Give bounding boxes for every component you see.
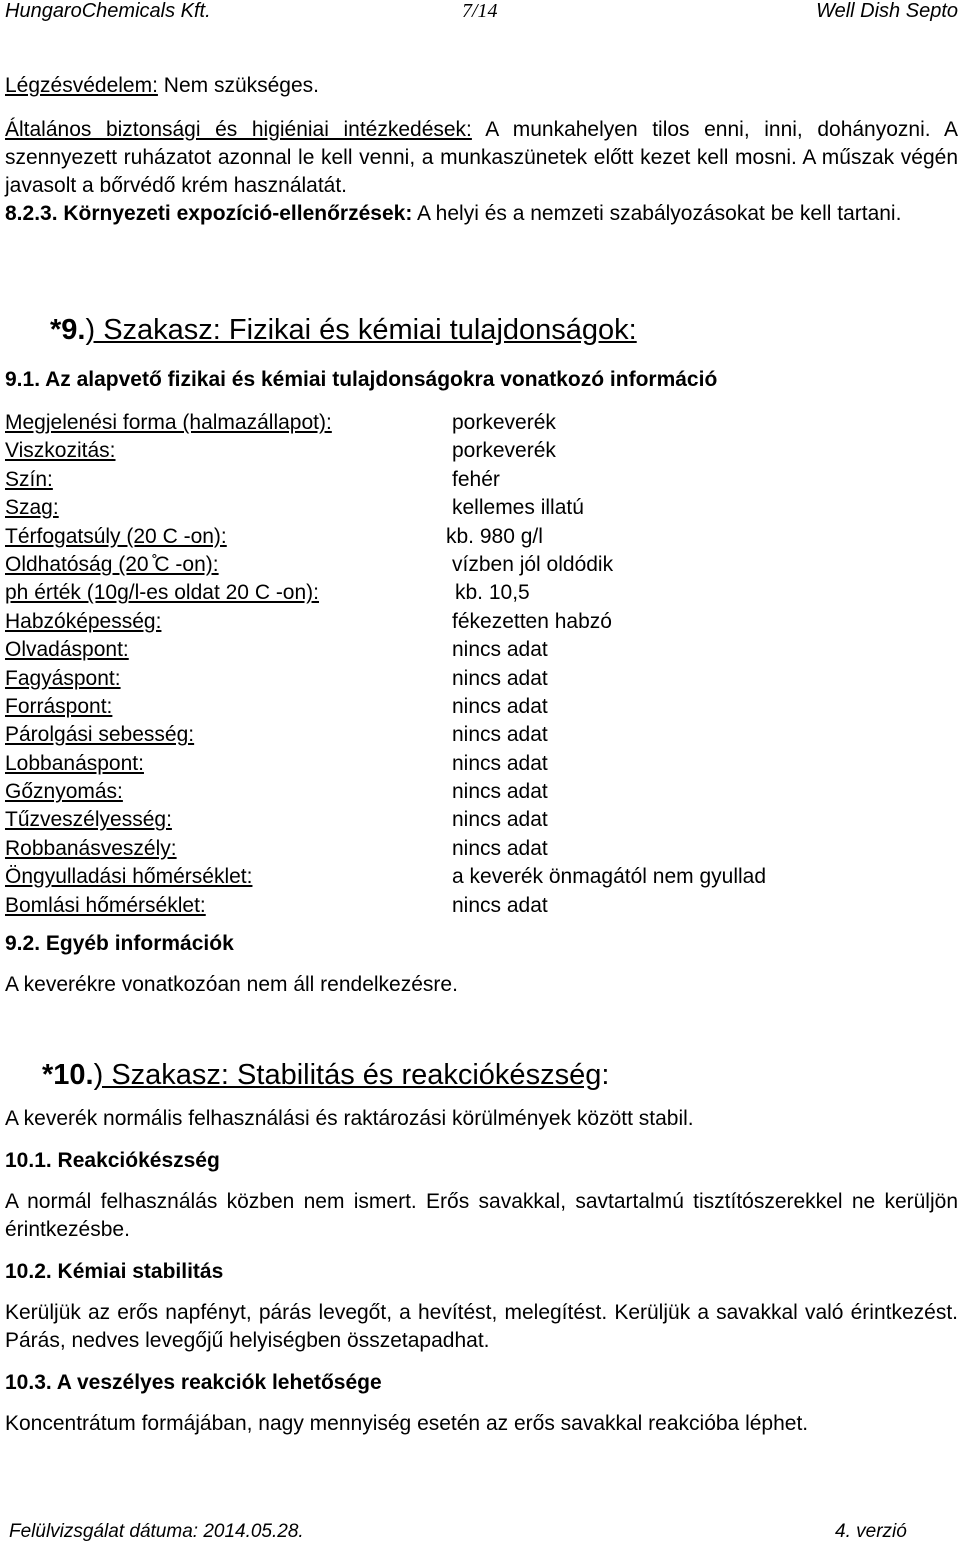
property-row [5, 466, 955, 494]
section-9-heading: ) Szakasz: Fizikai és kémiai tulajdonságok: [85, 314, 637, 346]
respiratory-protection [5, 72, 958, 100]
property-label: Oldhatóság (20 ̊C -on): [5, 552, 219, 576]
property-label: Megjelenési forma (halmazállapot): [5, 411, 332, 434]
property-label: Szag: [5, 496, 59, 520]
property-label: Öngyulladási hőmérséklet: [5, 865, 253, 889]
property-label: Viszkozitás: [5, 439, 116, 463]
property-row [5, 579, 955, 607]
environmental-exposure [5, 200, 958, 228]
section-10-2-text: Kerüljük az erős napfényt, párás levegőt, a hevítést, melegítést. Kerüljük a savakkal való érintkezést. Párás, nedves levegőjű helyiségben összetapadhat. [5, 1301, 958, 1352]
property-row [5, 806, 955, 834]
hygiene-text: A munkahelyen tilos enni, inni, dohányozni. A szennyezett ruházatot azonnal le kell venni, a munkaszünetek előtt kezet kell mosni. A műszak végén javasolt a bőrvédő krém használatát. [5, 118, 959, 197]
property-value: nincs adat [452, 638, 548, 662]
section-10-3-text: Koncentrátum formájában, nagy mennyiség esetén az erős savakkal reakcióba léphet. [5, 1412, 809, 1435]
respiratory-label: Légzésvédelem: [5, 74, 158, 97]
section-10-heading: ) Szakasz: Stabilitás és reakciókészség [93, 1059, 602, 1091]
property-row [5, 778, 955, 806]
property-row [5, 437, 955, 465]
section-10-3-heading: 10.3. A veszélyes reakciók lehetősége [5, 1371, 382, 1394]
property-label: Párolgási sebesség: [5, 723, 195, 747]
property-value: nincs adat [452, 893, 548, 917]
section-10-1-heading: 10.1. Reakciókészség [5, 1149, 220, 1172]
section-9-1-heading: 9.1. Az alapvető fizikai és kémiai tulajdonságokra vonatkozó információ [5, 368, 718, 391]
property-value: kellemes illatú [452, 496, 584, 520]
property-label: Habzóképesség: [5, 609, 162, 633]
property-row [5, 608, 955, 636]
property-value: vízben jól oldódik [452, 552, 614, 576]
property-row [5, 863, 955, 891]
property-row [5, 636, 955, 664]
property-label: Térfogatsúly (20 C -on): [5, 524, 227, 548]
property-value: nincs adat [452, 808, 548, 832]
property-row [5, 835, 955, 863]
property-row [5, 551, 955, 579]
section-10-intro: A keverék normális felhasználási és raktározási körülmények között stabil. [5, 1107, 694, 1130]
header-page-number: 7/14 [462, 0, 498, 22]
property-row [5, 665, 955, 693]
property-row [5, 523, 955, 551]
property-label: Szín: [5, 467, 53, 491]
header-company: HungaroChemicals Kft. [5, 0, 211, 22]
section-9-prefix: *9. [50, 314, 86, 346]
property-row [5, 750, 955, 778]
property-value: a keverék önmagától nem gyullad [452, 865, 767, 889]
property-value: kb. 10,5 [455, 581, 530, 605]
property-value: fehér [452, 467, 500, 491]
section-10-2-heading: 10.2. Kémiai stabilitás [5, 1260, 224, 1283]
property-value: kb. 980 g/l [446, 524, 543, 548]
env-exposure-label: 8.2.3. Környezeti expozíció-ellenőrzések: [5, 202, 413, 225]
property-value: nincs adat [452, 836, 548, 860]
footer-version: 4. verzió [835, 1521, 907, 1542]
property-label: Bomlási hőmérséklet: [5, 893, 206, 917]
header-product: Well Dish Septo [816, 0, 958, 22]
property-row [5, 494, 955, 522]
property-label: Robbanásveszély: [5, 836, 177, 860]
property-label: ph érték (10g/l-es oldat 20 C -on): [5, 581, 319, 605]
property-value: nincs adat [452, 694, 548, 718]
property-row [5, 409, 955, 437]
section-9-2-heading: 9.2. Egyéb információk [5, 932, 234, 955]
page-header [0, 0, 960, 24]
property-label: Lobbanáspont: [5, 751, 144, 775]
property-value: nincs adat [452, 780, 548, 804]
section-10-1-text: A normál felhasználás közben nem ismert. Erős savakkal, savtartalmú tisztítószerekkel ne kerüljön érintkezésbe. [5, 1190, 958, 1241]
footer-revision-date: Felülvizsgálat dátuma: 2014.05.28. [9, 1521, 304, 1542]
properties-table [5, 409, 955, 920]
section-10-colon: : [601, 1059, 610, 1091]
property-label: Tűzveszélyesség: [5, 808, 172, 832]
property-value: nincs adat [452, 723, 548, 747]
section-9-title [50, 313, 637, 347]
property-value: nincs adat [452, 751, 548, 775]
property-value: porkeverék [452, 439, 556, 463]
section-10-prefix: *10. [42, 1059, 94, 1091]
property-row [5, 693, 955, 721]
property-value: nincs adat [452, 666, 548, 690]
respiratory-text: Nem szükséges. [157, 74, 319, 97]
section-9-2-text: A keverékre vonatkozóan nem áll rendelkezésre. [5, 973, 458, 996]
env-exposure-text: A helyi és a nemzeti szabályozásokat be kell tartani. [412, 202, 902, 225]
property-label: Olvadáspont: [5, 638, 129, 662]
property-label: Forráspont: [5, 694, 113, 718]
hygiene-measures [5, 116, 958, 200]
property-label: Gőznyomás: [5, 780, 123, 804]
property-label: Fagyáspont: [5, 666, 121, 690]
property-row [5, 892, 955, 920]
hygiene-label: Általános biztonsági és higiéniai intézkedések: [5, 118, 472, 141]
property-value: fékezetten habzó [452, 609, 612, 633]
section-10-title [42, 1058, 609, 1092]
property-value: porkeverék [452, 411, 556, 434]
property-row [5, 721, 955, 749]
